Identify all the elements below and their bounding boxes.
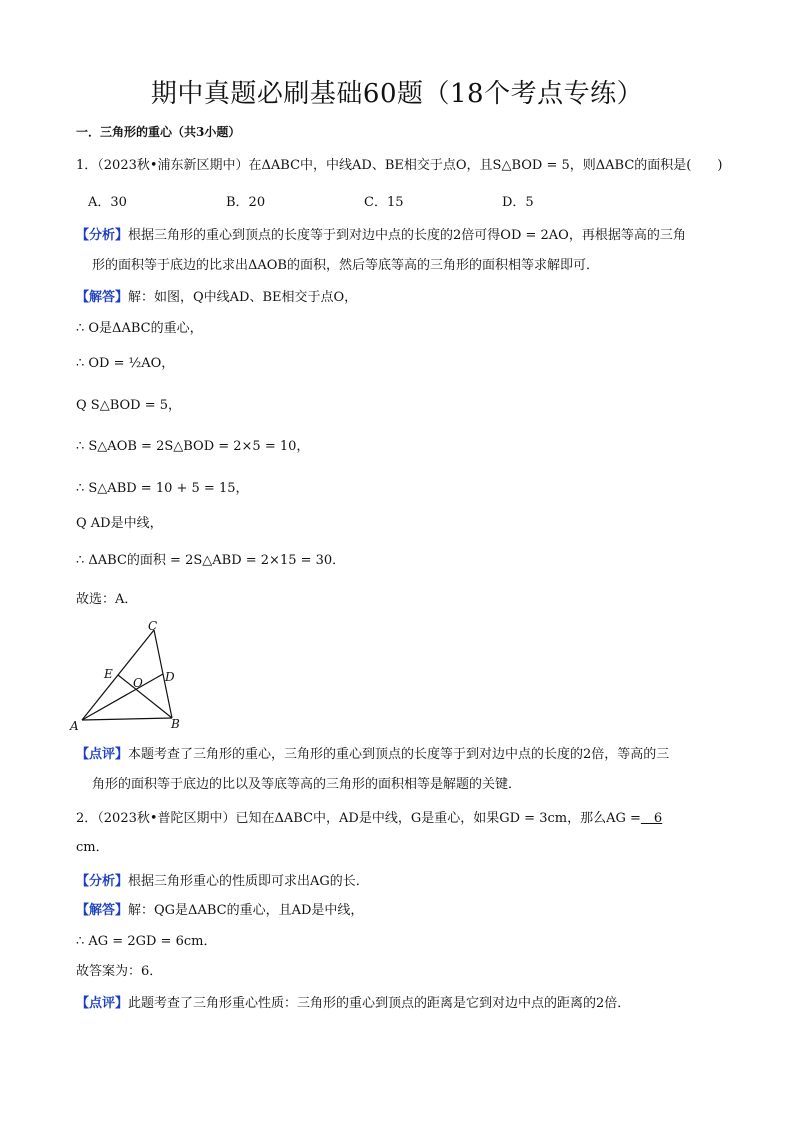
median-ad	[82, 674, 163, 720]
q1-answer-line-5: ∴ S△AOB = 2S△BOD = 2×5 = 10，	[76, 439, 310, 454]
q1-option-b: B．20	[226, 195, 266, 210]
q1-answer-line-3: ∴ OD = ½AO，	[76, 356, 175, 371]
q1-analysis-text-1: 根据三角形的重心到顶点的长度等于到对边中点的长度的2倍可得OD = 2AO，再根据等高的三角	[128, 228, 686, 243]
label-e: E	[104, 667, 113, 681]
label-c: C	[148, 619, 158, 633]
label-o: O	[133, 676, 143, 690]
q1-option-d: D．5	[502, 195, 534, 210]
q1-options	[88, 193, 724, 213]
side-ab	[82, 718, 172, 720]
q1-comment-line-1	[76, 745, 724, 765]
q2-stem-text: 2．（2023秋•普陀区期中）已知在ΔABC中，AD是中线，G是重心，如果GD = 3cm，那么AG =	[76, 811, 641, 826]
analysis-tag: 【分析】	[76, 874, 129, 889]
q2-answer-line-2: ∴ AG = 2GD = 6cm．	[76, 934, 217, 949]
q1-comment-text-1: 本题考查了三角形的重心，三角形的重心到顶点的长度等于到对边中点的长度的2倍，等高的三	[128, 747, 670, 762]
comment-tag: 【点评】	[76, 996, 129, 1011]
q2-comment-line-1	[76, 994, 724, 1014]
q2-stem-line-2: cm．	[76, 840, 109, 855]
q2-analysis-line-1	[76, 872, 724, 892]
comment-tag: 【点评】	[76, 747, 129, 762]
q2-analysis-text-1: 根据三角形重心的性质即可求出AG的长．	[128, 874, 369, 889]
q1-option-c: C．15	[364, 195, 404, 210]
q1-answer-line-7: Q AD是中线，	[76, 516, 163, 531]
q1-stem: 1．（2023秋•浦东新区期中）在ΔABC中，中线AD、BE相交于点O，且S△BOD = 5，则ΔABC的面积是( )	[76, 158, 723, 173]
section-heading: 一．三角形的重心（共3小题）	[76, 125, 241, 139]
q1-analysis-line-2: 形的面积等于底边的比求出ΔAOB的面积，然后等底等高的三角形的面积相等求解即可．	[92, 258, 599, 273]
q2-comment-text-1: 此题考查了三角形重心性质：三角形的重心到顶点的距离是它到对边中点的距离的2倍．	[128, 996, 631, 1011]
answer-tag: 【解答】	[76, 290, 129, 305]
q2-answer-text-1: 解：QG是ΔABC的重心，且AD是中线，	[128, 903, 364, 918]
q1-answer-line-2: ∴ O是ΔABC的重心，	[76, 321, 203, 336]
label-d: D	[165, 670, 175, 684]
label-a: A	[70, 719, 79, 733]
q2-answer-line-1	[76, 901, 724, 921]
q1-answer-line-1	[76, 288, 724, 308]
median-be	[118, 675, 172, 718]
q2-answer-blank: 6	[640, 811, 663, 826]
answer-tag: 【解答】	[76, 903, 129, 918]
q1-choice: 故选：A．	[76, 592, 138, 607]
q1-answer-line-6: ∴ S△ABD = 10 + 5 = 15，	[76, 481, 249, 496]
triangle-figure	[68, 618, 188, 734]
label-b: B	[171, 717, 180, 731]
q1-answer-line-8: ∴ ΔABC的面积 = 2S△ABD = 2×15 = 30．	[76, 553, 346, 568]
q1-answer-line-4: Q S△BOD = 5，	[76, 398, 181, 413]
q1-comment-line-2: 角形的面积等于底边的比以及等底等高的三角形的面积相等是解题的关键．	[92, 777, 522, 792]
q2-answer-line-3: 故答案为：6．	[76, 964, 163, 979]
q1-answer-text-1: 解：如图，Q中线AD、BE相交于点O，	[128, 290, 358, 305]
analysis-tag: 【分析】	[76, 228, 129, 243]
q2-stem	[76, 809, 724, 829]
q1-analysis-line-1	[76, 226, 724, 246]
q1-option-a: A．30	[88, 195, 127, 210]
page-title: 期中真题必刷基础60题（18个考点专练）	[150, 79, 644, 109]
